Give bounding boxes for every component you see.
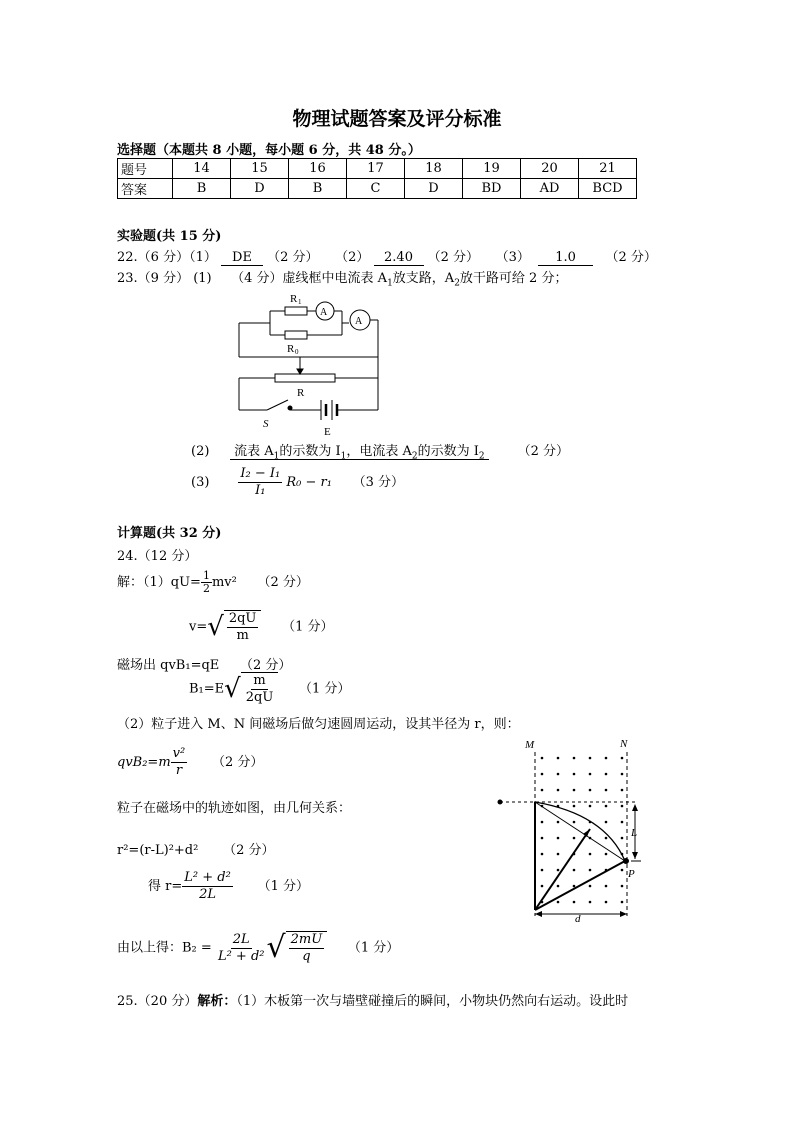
text: mv² (211, 575, 237, 590)
label-p: P (628, 868, 635, 880)
field-dot (621, 837, 624, 840)
denominator: q (302, 949, 311, 964)
score: （2 分） (212, 755, 264, 770)
field-dot (589, 773, 592, 776)
score: （1 分） (282, 619, 334, 635)
radicand (224, 610, 262, 644)
subscript: 2 (478, 451, 485, 462)
field-dot (557, 869, 560, 872)
table-cell: 19 (463, 159, 521, 179)
q23-3-line (191, 466, 404, 499)
label-l: L (631, 827, 638, 839)
table-cell: 21 (579, 159, 637, 179)
text: 解析： (197, 994, 237, 1009)
field-dot (541, 789, 544, 792)
q22-score-3: （2 分） (605, 250, 657, 265)
r1-label: R (290, 293, 298, 305)
q24-line-9 (148, 870, 309, 903)
numerator: L² + d² (184, 870, 231, 885)
field-dot (605, 853, 608, 856)
answer-part: 的示数为 I (417, 444, 479, 459)
field-dot (621, 789, 624, 792)
fraction (289, 932, 325, 965)
fraction (238, 466, 282, 499)
table-row-answers (118, 179, 637, 199)
table-cell: D (231, 179, 289, 199)
q24-line-7: 粒子在磁场中的轨迹如图，由几何关系： (117, 801, 352, 816)
q22-answer-1: DE (221, 250, 263, 266)
subscript: 2 (454, 278, 460, 289)
table-cell: D (405, 179, 463, 199)
text: 得 r= (148, 879, 183, 894)
label-d: d (575, 913, 581, 924)
subscript: 1 (340, 451, 347, 462)
field-dot (621, 869, 624, 872)
q23-text-b: 放支路，A (392, 271, 455, 286)
fraction (171, 746, 188, 779)
q23-2-num: (2) (191, 444, 210, 459)
text: 由以上得：B₂ = (117, 940, 212, 956)
score: （1 分） (257, 879, 309, 894)
text: （1）木板第一次与墙壁碰撞后的瞬间，小物块仍然向右运动。设此时 (236, 994, 629, 1009)
circuit-diagram (230, 286, 390, 438)
ammeter-a1-label: A (320, 307, 328, 318)
fraction (201, 570, 212, 595)
field-dot (541, 869, 544, 872)
radicand (241, 672, 279, 706)
field-dot (589, 757, 592, 760)
field-dot (557, 821, 560, 824)
field-dot (621, 805, 624, 808)
field-dot (621, 773, 624, 776)
q22-answer-2: 2.40 (374, 250, 424, 266)
radical-sign: √ (207, 612, 224, 642)
numerator: m (253, 673, 266, 688)
table-cell: 15 (231, 159, 289, 179)
q23-3-num: (3) (191, 475, 210, 490)
field-dot (541, 853, 544, 856)
answer-table (117, 158, 637, 199)
field-dot (605, 901, 608, 904)
sqrt (224, 672, 278, 706)
field-dot (557, 837, 560, 840)
table-cell: AD (521, 179, 579, 199)
q24-line-2 (189, 610, 333, 644)
expression-tail: R₀ − r₁ (286, 475, 332, 490)
field-dot (573, 837, 576, 840)
answer-part: ，电流表 A (346, 444, 412, 459)
q23-3-score: （3 分） (352, 475, 405, 490)
field-dot (573, 757, 576, 760)
field-dot (573, 821, 576, 824)
field-dot (573, 805, 576, 808)
field-diagram (495, 734, 645, 924)
q24-heading: 24.（12 分） (117, 549, 198, 564)
q23-2-line (191, 440, 569, 462)
text: 解：（1）qU= (117, 575, 201, 590)
field-dot (573, 901, 576, 904)
table-cell: BD (463, 179, 521, 199)
field-dot (557, 853, 560, 856)
field-dot (557, 773, 560, 776)
q22-score-2: （2 分） (427, 250, 480, 265)
field-dot (621, 821, 624, 824)
text: 磁场出 qvB₁=qE (117, 658, 220, 673)
denominator: 2qU (245, 690, 274, 705)
row-label: 答案 (118, 179, 173, 199)
denominator: I₁ (255, 483, 266, 498)
numerator: 2mU (290, 932, 323, 947)
field-dot (605, 837, 608, 840)
field-dot (541, 757, 544, 760)
field-dot (589, 901, 592, 904)
table-cell: 18 (405, 159, 463, 179)
table-cell: BCD (579, 179, 637, 199)
field-dot (589, 869, 592, 872)
q24-line-10 (117, 931, 399, 965)
table-cell: 16 (289, 159, 347, 179)
field-dot (605, 885, 608, 888)
table-cell: B (173, 179, 231, 199)
field-dot (573, 773, 576, 776)
q22-line (117, 246, 657, 266)
score: （1 分） (347, 940, 400, 956)
q24-line-5: （2）粒子进入 M、N 间磁场后做匀速圆周运动，设其半径为 r，则： (117, 717, 520, 732)
field-dot (557, 901, 560, 904)
text: B₁=E (189, 681, 225, 697)
q22-score-1: （2 分） (267, 250, 319, 265)
answer-part: 流表 A (234, 444, 274, 459)
fraction (216, 932, 267, 965)
exp-heading: 实验题(共 15 分) (117, 229, 222, 244)
q22-part-2: （2） (335, 250, 370, 265)
field-dot (541, 885, 544, 888)
field-dot (589, 805, 592, 808)
text: qvB₂=m (117, 755, 171, 770)
q24-line-3 (117, 654, 291, 673)
table-cell: 14 (173, 159, 231, 179)
field-dot (573, 869, 576, 872)
field-dot (605, 821, 608, 824)
q23-2-answer (230, 444, 489, 460)
field-dot (541, 837, 544, 840)
field-dot (573, 789, 576, 792)
field-dot (557, 757, 560, 760)
fraction (244, 673, 276, 706)
subscript: 2 (411, 451, 418, 462)
q24-line-1 (117, 570, 309, 595)
denominator: m (236, 628, 249, 643)
r1-subscript: 1 (298, 298, 302, 306)
numerator: 2qU (228, 611, 257, 626)
calc-heading: 计算题(共 32 分) (117, 526, 222, 541)
denominator: 2 (202, 582, 210, 595)
numerator: I₂ − I₁ (240, 466, 281, 481)
q23-text-a: 23.（9 分） (1) （4 分）虚线框中电流表 A (117, 271, 388, 286)
field-dots (541, 757, 624, 904)
field-dot (605, 757, 608, 760)
field-dot (541, 773, 544, 776)
battery-label: E (324, 426, 331, 438)
q22-answer-3: 1.0 (538, 250, 593, 266)
numerator: 2L (232, 931, 250, 947)
field-dot (621, 757, 624, 760)
radicand (286, 931, 328, 965)
subscript: 1 (387, 278, 393, 289)
q22-prefix: 22.（6 分）（1） (117, 250, 217, 265)
numerator: v² (172, 746, 186, 761)
field-dot (541, 821, 544, 824)
field-dot (589, 789, 592, 792)
ammeter-a2-label: A (355, 316, 363, 327)
field-dot (573, 885, 576, 888)
numerator: 1 (202, 569, 210, 582)
q24-line-6 (117, 746, 263, 779)
table-cell: B (289, 179, 347, 199)
radical-sign: √ (266, 930, 286, 965)
sqrt (207, 610, 261, 644)
mc-heading: 选择题（本题共 8 小题，每小题 6 分，共 48 分。） (117, 143, 421, 158)
table-row-numbers (118, 159, 637, 179)
q25-line (117, 990, 628, 1009)
score: （2 分） (239, 658, 292, 673)
field-dot (605, 773, 608, 776)
q23-2-score: （2 分） (517, 444, 569, 459)
score: （2 分） (223, 843, 275, 858)
radical-sign: √ (224, 674, 241, 704)
label-m: M (525, 739, 535, 751)
r0-subscript: 0 (295, 348, 299, 356)
q24-line-4 (189, 672, 350, 706)
field-dot (589, 885, 592, 888)
q23-text-c: 放干路可给 2 分； (459, 271, 568, 286)
score: （1 分） (298, 681, 351, 697)
score: （2 分） (257, 575, 309, 590)
denominator: r (175, 763, 183, 778)
fraction (227, 611, 259, 644)
sqrt (266, 931, 327, 965)
page-title: 物理试题答案及评分标准 (292, 108, 502, 130)
r0-label: R (287, 343, 295, 355)
field-dot (621, 885, 624, 888)
field-dot (557, 885, 560, 888)
field-dot (589, 853, 592, 856)
field-dot (605, 805, 608, 808)
text: 25.（20 分） (117, 994, 198, 1009)
table-cell: C (347, 179, 405, 199)
switch-label: S (263, 418, 269, 430)
answer-part: 的示数为 I (279, 444, 341, 459)
fraction (182, 870, 233, 903)
text: v= (189, 619, 208, 635)
subscript: 1 (273, 451, 280, 462)
field-dot (605, 789, 608, 792)
table-cell: 17 (347, 159, 405, 179)
q24-line-8 (117, 839, 275, 858)
text: r²=(r-L)²+d² (117, 843, 199, 858)
denominator: 2L (199, 887, 216, 902)
field-dot (621, 901, 624, 904)
row-label: 题号 (118, 159, 173, 179)
rheostat-label: R (297, 387, 305, 399)
q22-part-3: （3） (495, 250, 530, 265)
label-n: N (620, 738, 628, 750)
denominator: L² + d² (217, 948, 265, 964)
field-dot (557, 789, 560, 792)
table-cell: 20 (521, 159, 579, 179)
